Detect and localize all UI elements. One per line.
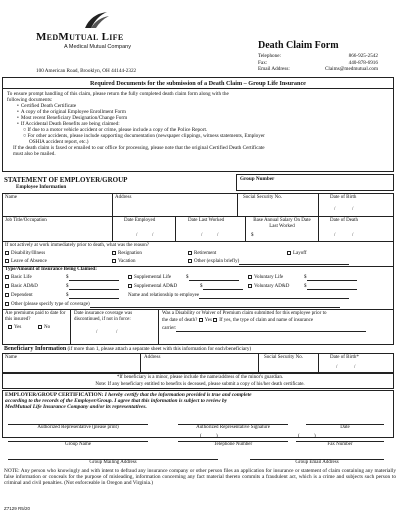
group-email-field[interactable]: Group Email Address xyxy=(295,460,339,465)
reason-other[interactable]: Other (explain briefly) xyxy=(188,259,349,265)
fax-field[interactable]: Fax Number xyxy=(327,442,353,447)
required-documents-section xyxy=(2,77,394,172)
carrier-field[interactable]: carrier: xyxy=(162,326,366,332)
cert-date-field[interactable]: Date xyxy=(340,425,350,430)
premiums-question: Are premiums paid to date for this insured? xyxy=(5,311,66,322)
coverage-supp-add[interactable]: Supplemental AD&D xyxy=(128,284,177,290)
required-outro: If the death claim is faxed or emailed to our office for processing, please note that the original Certified Death Certificate xyxy=(13,145,265,151)
coverage-basic-life[interactable]: Basic Life xyxy=(5,275,32,281)
auth-rep-signature-field[interactable]: Authorized Representative Signature xyxy=(196,425,270,430)
employee-ssn-field[interactable]: Social Security No. xyxy=(243,195,283,200)
beneficiary-address-field[interactable]: Address xyxy=(144,355,161,360)
beneficiary-note: Note: If any beneficiary entitled to benefits is deceased, please submit a copy of his/her death certificate. xyxy=(95,382,305,387)
fraud-notice: NOTE: Any person who knowingly and with intent to defraud any insurance company or other person files an application for insurance or statement of claim containing any materially false information or conceals for the purpose of misleading, information concerning any fact material thereto commits a fraudulent act, which is a crime and subjects such person to criminal and civil penalties. (Not enforceable in Oregon and Virginia.) xyxy=(4,468,396,486)
contact-value: Claims@medmutual.com xyxy=(324,66,378,72)
required-title: Required Documents for the submission of a Death Claim – Group Life Insurance xyxy=(3,78,393,89)
certification-text: EMPLOYER/GROUP CERTIFICATION: I hereby certify that the information provided is true and complete xyxy=(5,392,252,398)
reason-leave[interactable]: Leave of Absence xyxy=(5,259,47,265)
coverage-dependent[interactable]: Dependent xyxy=(5,293,33,299)
beneficiary-dob-field[interactable]: Date of Birth* xyxy=(330,355,359,360)
list-subitem: ○ For other accidents, please include supporting documentation (newspaper clippings, witness statements, Employer xyxy=(23,133,265,139)
reason-retirement[interactable]: Retirement xyxy=(188,251,216,257)
list-item: • If Accidental Death Benefits are being claimed: xyxy=(17,121,389,127)
contact-label: Telephone: xyxy=(258,53,281,59)
relationship-field[interactable]: Name and relationship to employee xyxy=(128,293,349,299)
logo-subtitle: A Medical Mutual Company xyxy=(64,44,131,50)
beneficiary-name-field[interactable]: Name xyxy=(5,355,17,360)
employee-dob-field[interactable]: Date of Birth xyxy=(330,195,357,200)
beneficiary-title: Beneficiary Information (if more than 1, please attach a separate sheet with this information for each/beneficiary) xyxy=(4,346,252,352)
group-mailing-address-field[interactable]: Group Mailing Address xyxy=(89,460,137,465)
logo-swoosh-icon xyxy=(81,10,111,30)
list-subitem: OSHIA accident report, etc.) xyxy=(29,139,89,145)
list-item: • A copy of the original Employee Enrollment Form xyxy=(17,109,389,115)
company-address: 100 American Road, Brooklyn, OH 44144-2322 xyxy=(36,68,137,74)
contact-block xyxy=(258,53,378,73)
reason-layoff[interactable]: Layoff xyxy=(287,251,307,257)
coverage-vol-add[interactable]: Voluntary AD&D xyxy=(248,284,289,290)
beneficiary-ssn-field[interactable]: Social Security No. xyxy=(264,355,304,360)
form-title: Death Claim Form xyxy=(258,40,339,51)
waiver-yes-checkbox[interactable] xyxy=(199,318,203,322)
discontinued-field[interactable]: Date insurance coverage was discontinued, if not in force: xyxy=(74,311,133,322)
waiver-question: Was a Disability or Waiver of Premium claim submitted for this employee prior to xyxy=(162,311,327,316)
list-subitem: ○ If due to a motor vehicle accident or crime, please include a copy of the Police Report. xyxy=(23,127,208,133)
auth-rep-name-field[interactable]: Authorized Representative (please print) xyxy=(37,425,119,430)
contact-label: Email Address: xyxy=(258,66,290,72)
group-name-field[interactable]: Group Name xyxy=(65,442,91,447)
coverage-basic-add[interactable]: Basic AD&D xyxy=(5,284,38,290)
salary-field[interactable]: Base Annual Salary On Date Last Worked xyxy=(253,218,311,229)
contact-value: 440-878-6916 xyxy=(348,59,378,66)
form-code: Z7129 R5/20 xyxy=(4,506,31,511)
telephone-field[interactable]: Telephone Number xyxy=(213,442,253,447)
employer-section-title: STATEMENT OF EMPLOYER/GROUP xyxy=(4,176,128,184)
premiums-yes-checkbox[interactable]: Yes xyxy=(8,325,21,331)
employee-info-subtitle: Employee Information xyxy=(16,184,67,190)
reason-disability[interactable]: Disability/Illness xyxy=(5,251,45,257)
employee-name-field[interactable]: Name xyxy=(5,195,17,200)
list-item: • Most recent Beneficiary Designation/Change Form xyxy=(17,115,389,121)
coverage-supp-life[interactable]: Supplemental Life xyxy=(128,275,171,281)
waiver-no-checkbox[interactable] xyxy=(213,318,217,322)
logo-text: MedMutual Life xyxy=(36,31,124,43)
reason-resignation[interactable]: Resignation xyxy=(112,251,142,257)
work-reason-question: If not actively at work immediately prior to death, what was the reason? xyxy=(5,243,149,248)
contact-label: Fax: xyxy=(258,59,268,66)
date-employed-field[interactable]: Date Employed xyxy=(124,218,156,223)
date-of-death-field[interactable]: Date of Death xyxy=(330,218,359,223)
required-outro: must also be mailed. xyxy=(13,151,56,157)
premiums-no-checkbox[interactable]: No xyxy=(38,325,50,331)
date-last-worked-field[interactable]: Date Last Worked xyxy=(188,218,225,223)
contact-value: 866-925-2542 xyxy=(348,53,378,59)
coverage-other[interactable]: Other (please specify type of coverage) xyxy=(5,302,340,308)
group-number-field[interactable]: Group Number xyxy=(236,174,394,191)
list-item: • Certified Death Certificate xyxy=(17,103,389,109)
job-title-field[interactable]: Job Title/Occupation xyxy=(5,218,47,223)
coverage-vol-life[interactable]: Voluntary Life xyxy=(248,275,283,281)
required-intro: To ensure prompt handling of this claim, please return the fully completed death claim form along with the following documents: xyxy=(7,91,229,103)
beneficiary-note: *If beneficiary is a minor, please include the name/address of the minor's guardian. xyxy=(116,375,284,380)
employee-address-field[interactable]: Address xyxy=(115,195,132,200)
reason-vacation[interactable]: Vacation xyxy=(112,259,136,265)
coverage-title: Type/Amount of Insurance Being Claimed: xyxy=(5,267,97,272)
